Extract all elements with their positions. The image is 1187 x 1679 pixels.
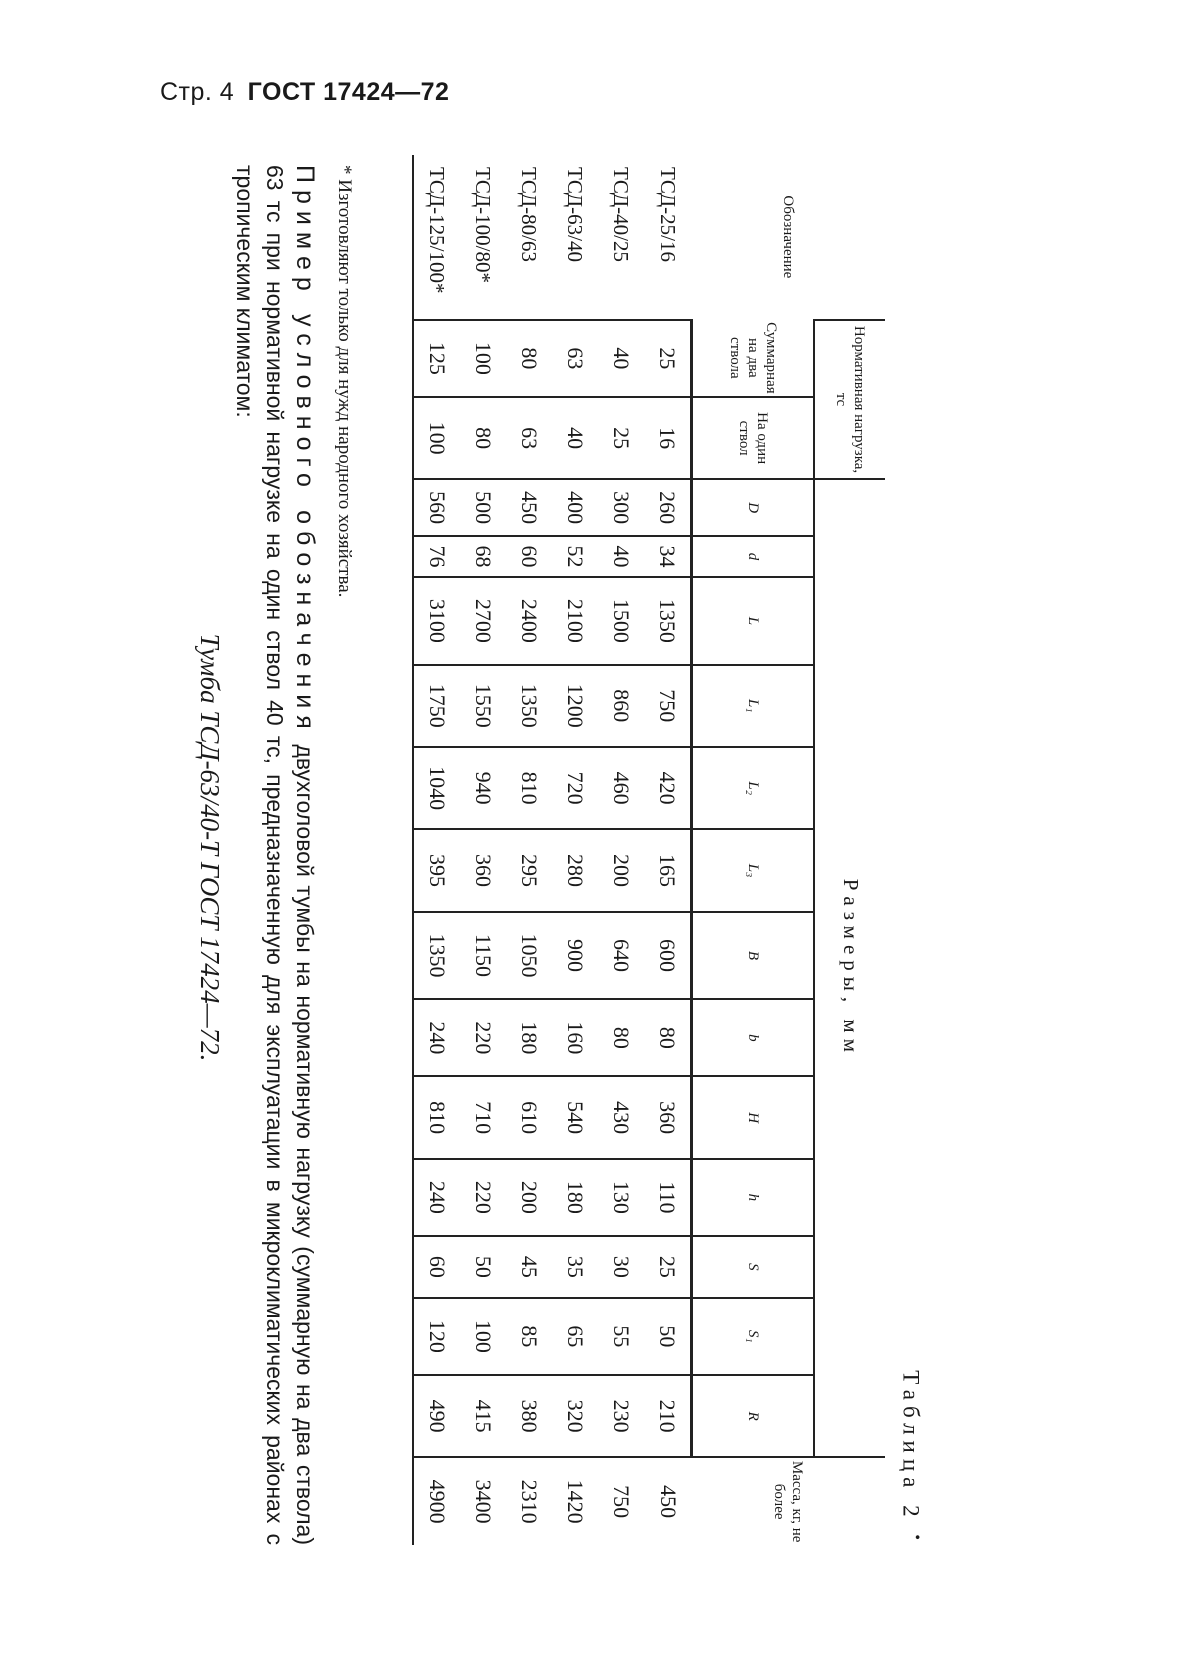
table-row — [598, 155, 644, 1545]
cell-load-single: 25 — [598, 397, 644, 479]
table-row — [506, 155, 552, 1545]
col-h: h — [692, 1159, 815, 1236]
cell-L: 2700 — [460, 577, 506, 665]
col-load-group: Нормативная нагрузка, тс — [814, 320, 885, 480]
cell-b: 220 — [460, 999, 506, 1076]
cell-load-single: 63 — [506, 397, 552, 479]
cell-L: 1350 — [644, 577, 692, 665]
standard-number: ГОСТ 17424—72 — [247, 78, 450, 106]
cell-mass: 4900 — [413, 1457, 460, 1545]
cell-d: 40 — [598, 536, 644, 577]
cell-S: 30 — [598, 1236, 644, 1298]
cell-D: 400 — [552, 479, 598, 536]
cell-S1: 65 — [552, 1298, 598, 1375]
cell-R: 415 — [460, 1375, 506, 1457]
cell-designation: ТСД-63/40 — [563, 167, 588, 262]
col-S1: S₁ — [692, 1298, 815, 1375]
col-mass: Масса, кг, не более — [692, 1457, 886, 1545]
cell-h: 200 — [506, 1159, 552, 1236]
cell-b: 240 — [413, 999, 460, 1076]
cell-D: 500 — [460, 479, 506, 536]
table-title-text: Таблица 2 — [898, 1370, 924, 1523]
cell-L3: 200 — [598, 829, 644, 911]
cell-R: 320 — [552, 1375, 598, 1457]
cell-mass: 450 — [644, 1457, 692, 1545]
table-title-mark: • — [908, 1534, 925, 1540]
cell-load-single: 40 — [552, 397, 598, 479]
cell-H: 540 — [552, 1076, 598, 1158]
cell-mass: 1420 — [552, 1457, 598, 1545]
cell-L3: 395 — [413, 829, 460, 911]
cell-S1: 50 — [644, 1298, 692, 1375]
footnote: * Изготовляют только для нужд народного хозяйства. — [334, 165, 355, 598]
cell-R: 230 — [598, 1375, 644, 1457]
col-d: d — [692, 536, 815, 577]
cell-L1: 1350 — [506, 665, 552, 747]
cell-B: 900 — [552, 912, 598, 1000]
cell-L: 1500 — [598, 577, 644, 665]
page-number: Стр. 4 — [160, 78, 235, 106]
cell-L: 2100 — [552, 577, 598, 665]
cell-L1: 1200 — [552, 665, 598, 747]
cell-B: 1150 — [460, 912, 506, 1000]
page-header — [160, 78, 449, 107]
designation-example — [230, 165, 320, 1545]
col-D: D — [692, 479, 815, 536]
col-b: b — [692, 999, 815, 1076]
example-lead: Пример условного обозначения — [291, 165, 319, 736]
cell-load-total: 100 — [460, 320, 506, 397]
cell-d: 52 — [552, 536, 598, 577]
cell-D: 260 — [644, 479, 692, 536]
cell-designation: ТСД-80/63 — [517, 167, 542, 262]
cell-load-single: 16 — [644, 397, 692, 479]
table-row — [644, 155, 692, 1545]
cell-B: 1050 — [506, 912, 552, 1000]
cell-S1: 120 — [413, 1298, 460, 1375]
cell-h: 180 — [552, 1159, 598, 1236]
cell-H: 360 — [644, 1076, 692, 1158]
cell-D: 560 — [413, 479, 460, 536]
cell-L: 3100 — [413, 577, 460, 665]
cell-R: 490 — [413, 1375, 460, 1457]
cell-d: 34 — [644, 536, 692, 577]
cell-L2: 940 — [460, 747, 506, 829]
cell-h: 110 — [644, 1159, 692, 1236]
cell-mass: 2310 — [506, 1457, 552, 1545]
cell-load-total: 80 — [506, 320, 552, 397]
cell-load-total: 63 — [552, 320, 598, 397]
col-designation: Обозначение — [780, 195, 797, 279]
cell-H: 810 — [413, 1076, 460, 1158]
cell-R: 380 — [506, 1375, 552, 1457]
cell-R: 210 — [644, 1375, 692, 1457]
cell-H: 430 — [598, 1076, 644, 1158]
cell-B: 600 — [644, 912, 692, 1000]
cell-b: 80 — [598, 999, 644, 1076]
cell-S: 50 — [460, 1236, 506, 1298]
table-row — [413, 155, 460, 1545]
cell-b: 160 — [552, 999, 598, 1076]
table-row — [460, 155, 506, 1545]
cell-b: 80 — [644, 999, 692, 1076]
col-H: H — [692, 1076, 815, 1158]
cell-L2: 810 — [506, 747, 552, 829]
cell-d: 76 — [413, 536, 460, 577]
cell-L3: 360 — [460, 829, 506, 911]
specification-table — [412, 155, 885, 1545]
cell-S: 60 — [413, 1236, 460, 1298]
cell-designation: ТСД-25/16 — [656, 167, 681, 262]
cell-h: 220 — [460, 1159, 506, 1236]
table-row — [552, 155, 598, 1545]
cell-S: 25 — [644, 1236, 692, 1298]
cell-S1: 55 — [598, 1298, 644, 1375]
cell-d: 68 — [460, 536, 506, 577]
col-L1: L₁ — [692, 665, 815, 747]
cell-load-total: 40 — [598, 320, 644, 397]
col-L2: L₂ — [692, 747, 815, 829]
cell-L3: 295 — [506, 829, 552, 911]
example-text: двухголовой тумбы на нормативную нагрузку (суммарную на два ствола) 63 тс при нормативной нагрузке на один ствол 40 тс, предназначенную для эксплуатации в микроклиматических районах с тропическим климатом: — [232, 165, 318, 1545]
col-S: S — [692, 1236, 815, 1298]
cell-L2: 460 — [598, 747, 644, 829]
col-B: B — [692, 912, 815, 1000]
cell-B: 640 — [598, 912, 644, 1000]
rotated-content — [185, 135, 925, 1560]
cell-H: 710 — [460, 1076, 506, 1158]
cell-H: 610 — [506, 1076, 552, 1158]
cell-L3: 165 — [644, 829, 692, 911]
cell-B: 1350 — [413, 912, 460, 1000]
cell-L1: 1550 — [460, 665, 506, 747]
cell-D: 300 — [598, 479, 644, 536]
cell-h: 240 — [413, 1159, 460, 1236]
cell-load-total: 25 — [644, 320, 692, 397]
cell-L2: 720 — [552, 747, 598, 829]
cell-L1: 750 — [644, 665, 692, 747]
cell-designation: ТСД-125/100* — [413, 155, 460, 320]
cell-load-single: 80 — [460, 397, 506, 479]
col-load-total: Суммарная на два ствола — [692, 320, 815, 397]
cell-S1: 100 — [460, 1298, 506, 1375]
cell-L: 2400 — [506, 577, 552, 665]
designation-line: Тумба ТСД-63/40-Т ГОСТ 17424—72. — [195, 633, 225, 1062]
cell-S: 45 — [506, 1236, 552, 1298]
cell-designation: ТСД-40/25 — [609, 167, 634, 262]
cell-L2: 420 — [644, 747, 692, 829]
cell-h: 130 — [598, 1159, 644, 1236]
cell-L2: 1040 — [413, 747, 460, 829]
cell-L3: 280 — [552, 829, 598, 911]
cell-mass: 750 — [598, 1457, 644, 1545]
cell-S1: 85 — [506, 1298, 552, 1375]
col-R: R — [692, 1375, 815, 1457]
col-load-single: На один ствол — [692, 397, 815, 479]
cell-load-total: 125 — [413, 320, 460, 397]
col-L: L — [692, 577, 815, 665]
cell-designation: ТСД-100/80* — [471, 167, 496, 283]
cell-mass: 3400 — [460, 1457, 506, 1545]
cell-L1: 860 — [598, 665, 644, 747]
cell-d: 60 — [506, 536, 552, 577]
col-dimensions-group: Размеры, мм — [814, 479, 885, 1457]
cell-L1: 1750 — [413, 665, 460, 747]
col-L3: L₃ — [692, 829, 815, 911]
cell-b: 180 — [506, 999, 552, 1076]
table-title — [897, 1370, 925, 1540]
cell-load-single: 100 — [413, 397, 460, 479]
cell-S: 35 — [552, 1236, 598, 1298]
cell-D: 450 — [506, 479, 552, 536]
